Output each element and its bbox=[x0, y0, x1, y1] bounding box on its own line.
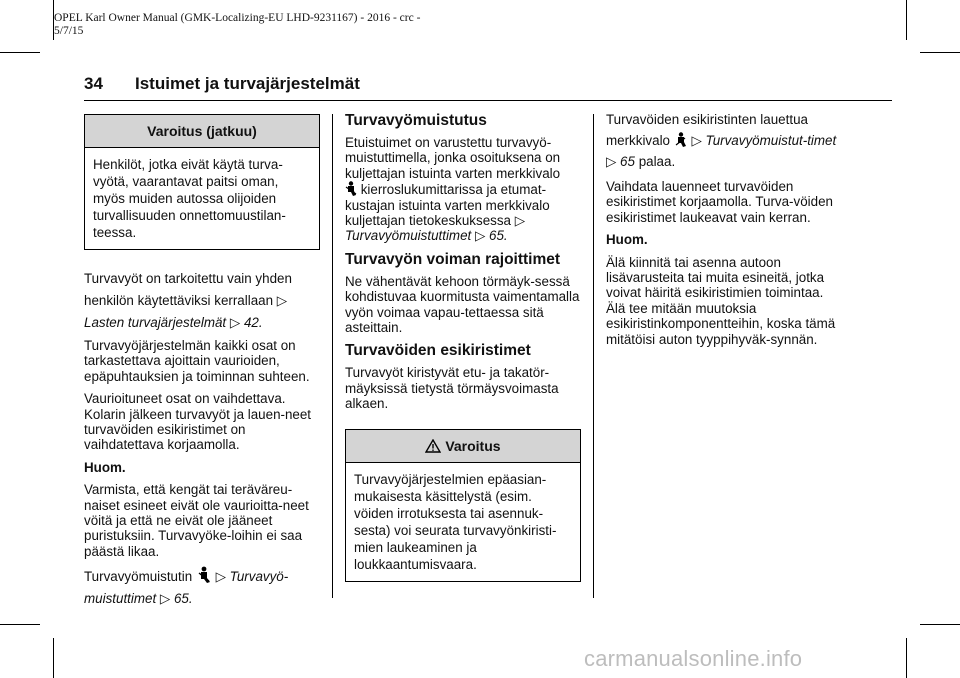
crop-mark bbox=[906, 638, 907, 678]
warning-box-title: Varoitus bbox=[445, 437, 501, 454]
print-header bbox=[54, 12, 420, 38]
paragraph bbox=[345, 135, 581, 244]
paragraph: Vaurioituneet osat on vaihdettava. Kolarin jälkeen turvavyöt ja lauen-neet turvavöiden esikiristimet on vaihdatettava korjaamolla. bbox=[84, 391, 312, 453]
seatbelt-reminder-passenger-icon bbox=[674, 132, 688, 148]
paragraph: Älä kiinnitä tai asenna autoon lisävarusteita tai muita esineitä, jotka voivat häiritä esikiristimien toimintaa. Älä tee mitään muutoksia esikiristinkomponentteihin, koska tämä mitätöisi auton tyyppihyväk-synnän. bbox=[606, 254, 836, 347]
crop-mark bbox=[920, 52, 960, 53]
warning-box bbox=[345, 429, 581, 582]
paragraph-text: Turvavyömuistutin bbox=[84, 569, 193, 585]
cross-reference-page[interactable]: 42. bbox=[243, 315, 263, 330]
title-rule bbox=[84, 100, 892, 101]
note-label: Huom. bbox=[606, 232, 648, 248]
reference-arrow-icon: ▷ bbox=[159, 591, 171, 607]
section-heading: Turvavyömuistutus bbox=[345, 112, 487, 129]
column-2 bbox=[345, 114, 581, 582]
warning-box-body: Henkilöt, jotka eivät käytä turva-vyötä, vaarantavat paitsi oman, myös muiden autossa olijoiden turvallisuuden onnettomuustilan-teessa. bbox=[93, 157, 286, 240]
crop-mark bbox=[906, 0, 907, 40]
warning-box-title: Varoitus (jatkuu) bbox=[85, 115, 319, 148]
page-number: 34 bbox=[84, 74, 103, 93]
paragraph-text: Turvavöiden esikiristinten lauettua merkkivalo bbox=[606, 112, 808, 148]
seatbelt-reminder-driver-icon bbox=[345, 181, 357, 197]
paragraph bbox=[606, 109, 842, 172]
paragraph: Turvavyöt kiristyvät etu- ja takatör-mäyksissä tietystä törmäysvoimasta alkaen. bbox=[345, 365, 559, 412]
warning-box-continued bbox=[84, 114, 320, 250]
cross-reference-link[interactable]: Turvavyömuistuttimet bbox=[345, 228, 472, 244]
paragraph: Ne vähentävät kehoon törmäyk-sessä kohdistuvaa kuormitusta vaimentamalla vyön voimaa vapau-tettaessa sitä asteittain. bbox=[345, 273, 580, 336]
reference-arrow-icon: ▷ bbox=[276, 293, 288, 308]
cross-reference-link[interactable]: Turvavyömuistut-timet bbox=[705, 133, 837, 148]
paragraph-text: palaa. bbox=[638, 154, 676, 169]
column-3 bbox=[606, 109, 842, 354]
column-1 bbox=[84, 114, 320, 617]
paragraph-text: Turvavyöt on tarkoitettu vain yhden henkilön käytettäviksi kerrallaan bbox=[84, 271, 292, 308]
warning-box-body: Turvavyöjärjestelmien epäasian-mukaisesta käsittelystä (esim. vöiden irrotuksesta tai asennuk-sesta) voi seurata turvavyönkiristi-mien laukeaminen ja loukkaantumisvaara. bbox=[354, 471, 557, 572]
watermark: carmanualsonline.info bbox=[584, 646, 803, 671]
paragraph: Varmista, että kengät tai teräväreu-naiset esineet eivät ole vaurioitta-neet vöitä ja että ne eivät ole jääneet puristuksiin. Turvavyöke-loihin ei saa päästä likaa. bbox=[84, 482, 309, 559]
note-label: Huom. bbox=[84, 459, 126, 475]
spacer bbox=[345, 419, 581, 429]
section-heading: Turvavöiden esikiristimet bbox=[345, 342, 531, 360]
column-separator bbox=[332, 114, 333, 598]
print-header-line: OPEL Karl Owner Manual (GMK-Localizing-EU LHD-9231167) - 2016 - crc - bbox=[54, 12, 421, 24]
reference-arrow-icon: ▷ bbox=[474, 228, 486, 244]
cross-reference-link[interactable]: Turvavyö-muistuttimet bbox=[84, 569, 289, 607]
column-separator bbox=[593, 114, 594, 598]
cross-reference-page[interactable]: 65 bbox=[620, 154, 635, 169]
crop-mark bbox=[53, 638, 54, 678]
reference-arrow-icon: ▷ bbox=[514, 213, 526, 229]
spacer bbox=[84, 250, 320, 268]
paragraph: Turvavyöjärjestelmän kaikki osat on tarkastettava ajoittain vaurioiden, epäpuhtauksien ja toiminnan suhteen. bbox=[84, 338, 310, 384]
reference-arrow-icon: ▷ bbox=[215, 569, 226, 585]
paragraph-text: Etuistuimet on varustettu turvavyö-muistuttimella, jonka osoituksena on kuljettajan istuinta varten merkkivalo bbox=[345, 135, 561, 181]
page-title: Istuimet ja turvajärjestelmät bbox=[135, 74, 360, 93]
paragraph bbox=[84, 566, 320, 610]
paragraph bbox=[84, 268, 320, 334]
reference-arrow-icon: ▷ bbox=[606, 154, 617, 169]
reference-arrow-icon: ▷ bbox=[691, 133, 702, 148]
cross-reference-page[interactable]: 65. bbox=[489, 228, 508, 244]
crop-mark bbox=[0, 52, 40, 53]
reference-arrow-icon: ▷ bbox=[229, 315, 241, 330]
paragraph-text: kierroslukumittarissa ja etumat-kustajan istuinta varten merkkivalo kuljettajan tietokeskuksessa bbox=[345, 182, 550, 229]
paragraph: Vaihdata lauenneet turvavöiden esikiristimet korjaamolla. Turva-vöiden esikiristimet laukeavat vain kerran. bbox=[606, 179, 833, 225]
section-heading: Turvavyön voiman rajoittimet bbox=[345, 250, 561, 268]
crop-mark bbox=[0, 624, 40, 625]
crop-mark bbox=[920, 624, 960, 625]
warning-box-header bbox=[346, 430, 580, 463]
seatbelt-reminder-driver-icon bbox=[196, 566, 212, 584]
warning-triangle-icon bbox=[425, 439, 441, 453]
cross-reference-page[interactable]: 65. bbox=[173, 591, 193, 607]
print-header-date: 5/7/15 bbox=[54, 25, 84, 37]
cross-reference-link[interactable]: Lasten turvajärjestelmät bbox=[84, 315, 227, 330]
